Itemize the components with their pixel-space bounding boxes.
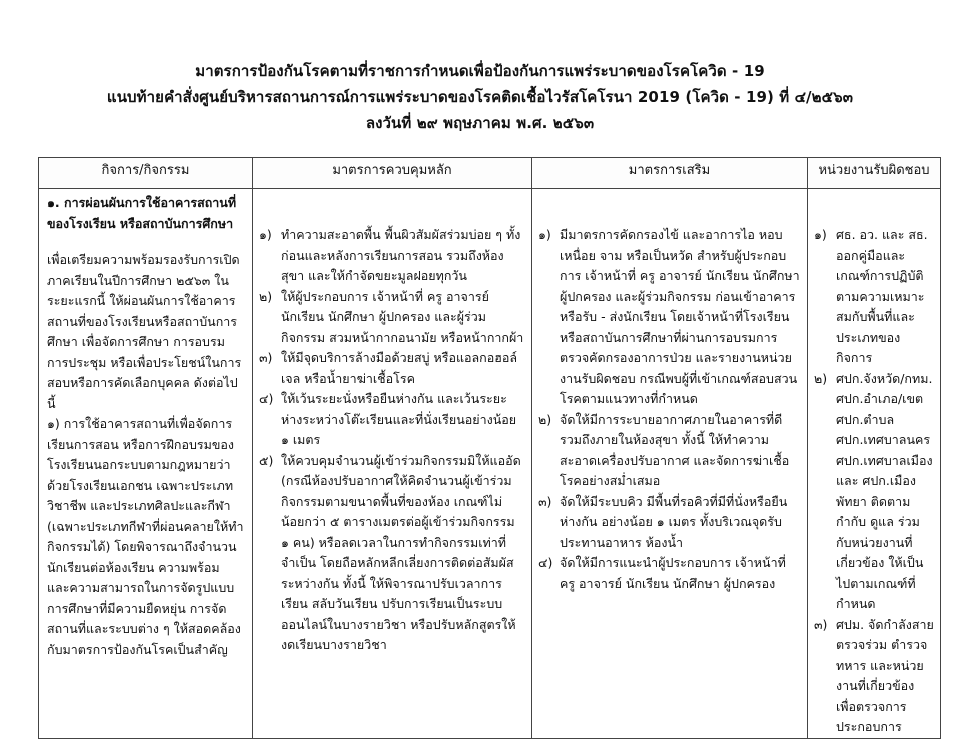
title-line-3: ลงวันที่ ๒๙ พฤษภาคม พ.ศ. ๒๕๖๓ — [365, 114, 595, 132]
table-row — [39, 189, 941, 739]
list-item: ๑) ศธ. อว. และ สธ. ออกคู่มือและเกณฑ์การปฏิบัติตามความเหมาะสมกับพื้นที่และประเภทของกิจการ — [814, 227, 928, 365]
responsible-agency-cell — [808, 189, 941, 739]
section-item-1: ๑) การใช้อาคารสถานที่เพื่อจัดการเรียนการสอน หรือการฝึกอบรมของโรงเรียนนอกระบบตามกฎหมายว่าด้วยโรงเรียนเอกชน เฉพาะประเภทวิชาชีพ และประเภทศิลปะและกีฬา (เฉพาะประเภทกีฬาที่ผ่อนคลายให้ทำกิจกรรมได้) โดยพิจารณาถึงจำนวนนักเรียนต่อห้องเรียน ความพร้อม และความสามารถในการจัดรูปแบบการศึกษาที่มีความยืดหยุ่น การจัดสถานที่และระบบต่าง ๆ ให้สอดคล้องกับมาตรการป้องกันโรคเป็นสำคัญ — [47, 416, 244, 657]
list-item: ๑) ทำความสะอาดพื้น พื้นผิวสัมผัสร่วมบ่อย ๆ ทั้งก่อนและหลังการเรียนการสอน รวมถึงห้องสุขา และให้กำจัดขยะมูลฝอยทุกวัน — [259, 227, 521, 283]
header-additional-measures: มาตรการเสริม — [532, 158, 808, 189]
section-paragraph: เพื่อเตรียมความพร้อมรองรับการเปิดภาคเรียนในปีการศึกษา ๒๕๖๓ ในระยะแรกนี้ ให้ผ่อนผันการใช้อาคารสถานที่ของโรงเรียนหรือสถาบันการศึกษา เพื่อจัดการศึกษา การอบรม การประชุม หรือเพื่อประโยชน์ในการสอบหรือการคัดเลือกบุคคล ดังต่อไปนี้ — [47, 252, 242, 411]
header-activity: กิจการ/กิจกรรม — [39, 158, 253, 189]
title-line-2: แนบท้ายคำสั่งศูนย์บริหารสถานการณ์การแพร่ระบาดของโรคติดเชื้อไวรัสโคโรนา 2019 (โควิด - 19) ที่ ๔/๒๕๖๓ — [106, 88, 854, 106]
list-item: ๓) ให้มีจุดบริการล้างมือด้วยสบู่ หรือแอลกอฮอล์เจล หรือน้ำยาฆ่าเชื้อโรค — [259, 350, 518, 386]
header-main-measures: มาตรการควบคุมหลัก — [253, 158, 532, 189]
list-item: ๑) มีมาตรการคัดกรองไข้ และอาการไอ หอบเหนื่อย จาม หรือเป็นหวัด สำหรับผู้ประกอบการ เจ้าหน้าที่ ครู อาจารย์ นักเรียน นักศึกษา ผู้ปกครอง และผู้ร่วมกิจกรรม ก่อนเข้าอาคาร หรือรับ - ส่งนักเรียน โดยเจ้าหน้าที่โรงเรียนหรือสถาบันการศึกษาที่ผ่านการอบรมการตรวจคัดกรองอาการป่วย และรายงานหน่วยงานรับผิดชอบ กรณีพบผู้ที่เข้าเกณฑ์สอบสวนโรคตามแนวทางที่กำหนด — [538, 227, 800, 406]
list-item: ๒) ให้ผู้ประกอบการ เจ้าหน้าที่ ครู อาจารย์ นักเรียน นักศึกษา ผู้ปกครอง และผู้ร่วมกิจกรรม สวมหน้ากากอนามัย หรือหน้ากากผ้า — [259, 288, 524, 345]
activity-cell — [39, 189, 253, 739]
header-responsible-agency: หน่วยงานรับผิดชอบ — [808, 158, 941, 189]
measures-table — [38, 157, 941, 739]
table-header-row — [39, 158, 941, 189]
list-item: ๔) จัดให้มีการแนะนำผู้ประกอบการ เจ้าหน้าที่ ครู อาจารย์ นักเรียน นักศึกษา ผู้ปกครอง — [538, 555, 786, 591]
additional-measures-cell — [532, 189, 808, 739]
list-item: ๔) ให้เว้นระยะนั่งหรือยืนห่างกัน และเว้นระยะห่างระหว่างโต๊ะเรียนและที่นั่งเรียนอย่างน้อย ๑ เมตร — [259, 391, 517, 447]
document-header — [0, 58, 960, 136]
list-item: ๕) ให้ควบคุมจำนวนผู้เข้าร่วมกิจกรรมมิให้แออัด (กรณีห้องปรับอากาศให้คิดจำนวนผู้เข้าร่วมกิจกรรมตามขนาดพื้นที่ของห้อง เกณฑ์ไม่น้อยกว่า ๕ ตารางเมตรต่อผู้เข้าร่วมกิจกรรม ๑ คน) หรือลดเวลาในการทำกิจกรรมเท่าที่จำเป็น โดยถือหลักหลีกเลี่ยงการติดต่อสัมผัสระหว่างกัน ทั้งนี้ ให้พิจารณาปรับเวลาการเรียน สลับวันเรียน ปรับการเรียนเป็นระบบออนไลน์ในบางรายวิชา หรือปรับหลักสูตรให้งดเรียนบางรายวิชา — [259, 452, 521, 652]
list-item: ๒) ศปก.จังหวัด/กทม. ศปก.อำเภอ/เขต ศปก.ตำบล ศปก.เทศบาลนคร ศปก.เทศบาลเมือง และ ศปก.เมืองพัทยา ติดตามกำกับ ดูแล ร่วมกับหน่วยงานที่เกี่ยวข้อง ให้เป็นไปตามเกณฑ์ที่กำหนด — [814, 370, 933, 611]
section-heading: ๑. การผ่อนผันการใช้อาคารสถานที่ของโรงเรียน หรือสถาบันการศึกษา — [47, 195, 237, 231]
main-measures-cell — [253, 189, 532, 739]
list-item: ๒) จัดให้มีการระบายอากาศภายในอาคารที่ดี รวมถึงภายในห้องสุขา ทั้งนี้ ให้ทำความสะอาดเครื่องปรับอากาศ และจัดการฆ่าเชื้อโรคอย่างสม่ำเสมอ — [538, 411, 790, 488]
list-item: ๓) จัดให้มีระบบคิว มีพื้นที่รอคิวที่มีที่นั่งหรือยืนห่างกัน อย่างน้อย ๑ เมตร ทั้งบริเวณจุดรับประทานอาหาร ห้องน้ำ — [538, 493, 788, 550]
list-item: ๓) ศปม. จัดกำลังสายตรวจร่วม ตำรวจ ทหาร และหน่วยงานที่เกี่ยวข้อง เพื่อตรวจการประกอบการ — [814, 616, 934, 734]
title-line-1: มาตรการป้องกันโรคตามที่ราชการกำหนดเพื่อป้องกันการแพร่ระบาดของโรคโควิด - 19 — [195, 62, 765, 80]
